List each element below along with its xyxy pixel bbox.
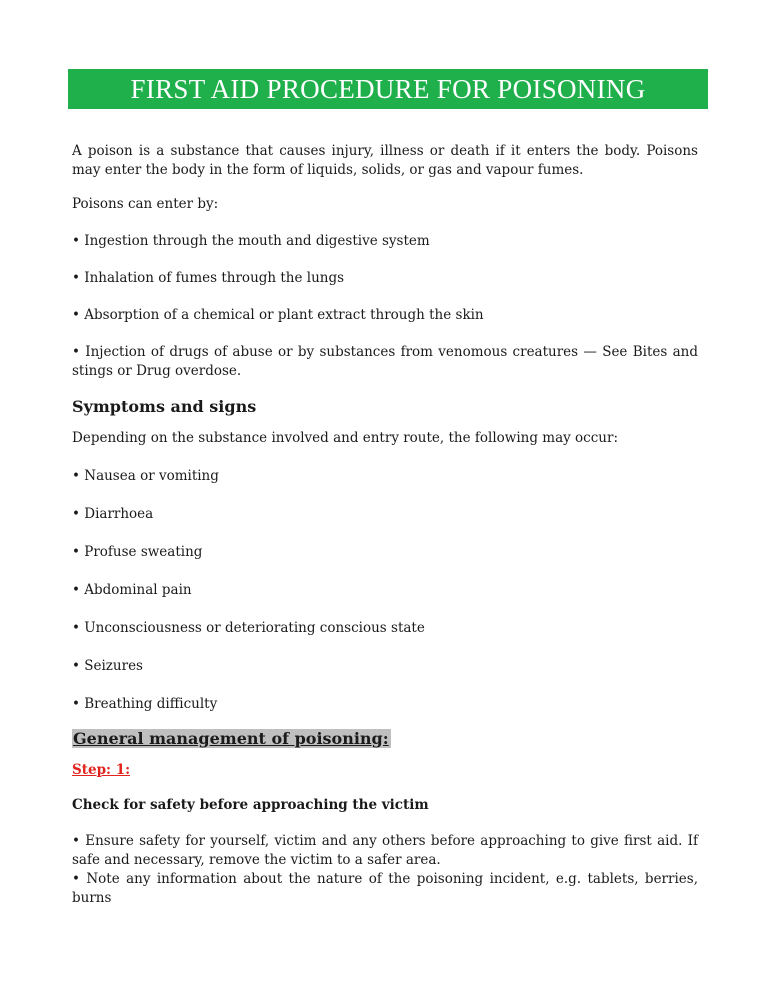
step-label: Step: 1: <box>72 762 131 778</box>
entry-route-item: • Absorption of a chemical or plant extract through the skin <box>72 307 484 323</box>
entry-route-item: • Inhalation of fumes through the lungs <box>72 270 345 286</box>
step-point: • Ensure safety for yourself, victim and any others before approaching to give first aid. If safe and necessary, remove the victim to a safer area. <box>72 833 698 868</box>
symptom-item: • Abdominal pain <box>72 582 192 598</box>
title-banner <box>68 69 708 109</box>
management-heading <box>72 729 698 748</box>
symptom-item: • Diarrhoea <box>72 506 154 522</box>
symptom-item: • Seizures <box>72 658 143 674</box>
symptom-item: • Unconsciousness or deteriorating conscious state <box>72 620 425 636</box>
symptom-item: • Nausea or vomiting <box>72 468 219 484</box>
symptom-item: • Profuse sweating <box>72 544 203 560</box>
page-title: FIRST AID PROCEDURE FOR POISONING <box>130 73 646 104</box>
symptoms-intro: Depending on the substance involved and entry route, the following may occur: <box>72 430 619 446</box>
symptoms-heading: Symptoms and signs <box>72 397 257 416</box>
management-heading-text: General management of poisoning: <box>73 729 389 748</box>
symptom-item: • Breathing difficulty <box>72 696 218 712</box>
entry-heading: Poisons can enter by: <box>72 196 219 212</box>
intro-paragraph: A poison is a substance that causes injury, illness or death if it enters the body. Poisons may enter the body in the form of liquids, solids, or gas and vapour fumes. <box>72 143 698 178</box>
entry-route-item: • Injection of drugs of abuse or by substances from venomous creatures — See Bites and stings or Drug overdose. <box>72 344 698 379</box>
step-title: Check for safety before approaching the victim <box>72 797 429 813</box>
entry-route-item: • Ingestion through the mouth and digestive system <box>72 233 430 249</box>
step-point: • Note any information about the nature of the poisoning incident, e.g. tablets, berries, burns <box>72 871 698 906</box>
document-body <box>72 142 698 908</box>
